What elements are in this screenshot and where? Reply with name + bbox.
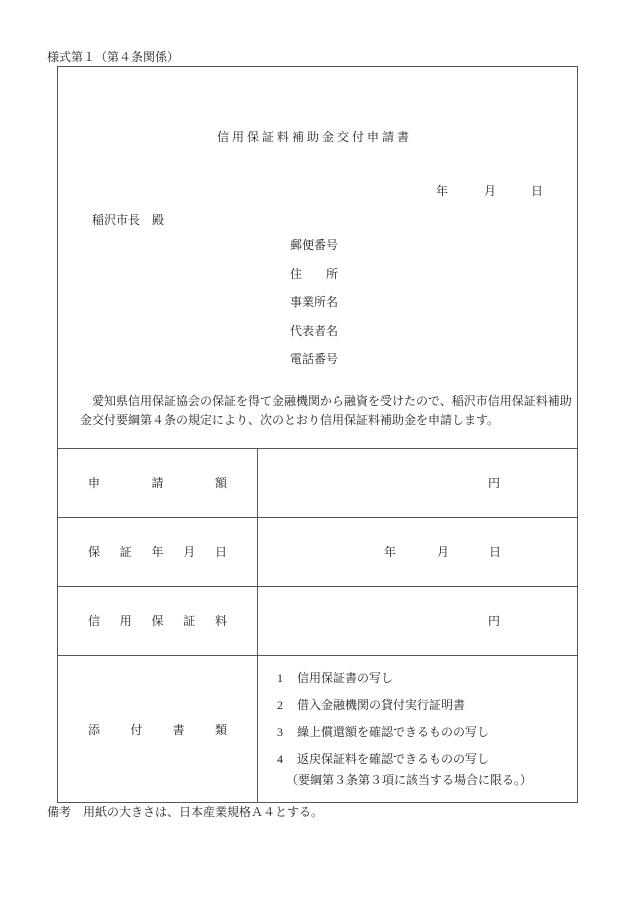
field-representative: 代表者名 xyxy=(290,324,339,338)
attachment-item: 4 返戻保証料を確認できるものの写し xyxy=(277,752,490,766)
guarantee-fee-unit: 円 xyxy=(488,614,501,628)
form-number: 様式第１（第４条関係） xyxy=(47,50,180,64)
attachment-item: 3 繰上償還額を確認できるものの写し xyxy=(277,725,490,739)
date-month: 月 xyxy=(484,184,497,198)
divider xyxy=(57,517,578,518)
body-text-line-2: 金交付要綱第４条の規定により、次のとおり信用保証料補助金を申請します。 xyxy=(80,413,500,427)
date-year: 年 xyxy=(436,184,449,198)
date-day: 日 xyxy=(531,184,544,198)
label-attachments: 添 付 書 類 xyxy=(88,723,227,737)
attachment-item: 1 信用保証書の写し xyxy=(277,671,394,685)
attachment-note: （要綱第３条第３項に該当する場合に限る。） xyxy=(286,773,533,787)
field-business-name: 事業所名 xyxy=(290,295,339,309)
attachment-item: 2 借入金融機関の貸付実行証明書 xyxy=(277,698,466,712)
form-frame xyxy=(57,66,578,803)
column-divider xyxy=(257,448,258,802)
divider xyxy=(57,655,578,656)
footer-note: 備考 用紙の大きさは、日本産業規格Ａ４とする。 xyxy=(47,805,324,819)
label-application-amount: 申 請 額 xyxy=(88,476,227,490)
form-title: 信 用 保 証 料 補 助 金 交 付 申 請 書 xyxy=(216,130,409,144)
divider xyxy=(57,448,578,449)
divider xyxy=(57,586,578,587)
field-postal-code: 郵便番号 xyxy=(290,238,339,252)
application-amount-unit: 円 xyxy=(488,476,501,490)
label-guarantee-fee: 信 用 保 証 料 xyxy=(88,614,227,628)
guarantee-date-year: 年 xyxy=(384,545,397,559)
guarantee-date-month: 月 xyxy=(437,545,450,559)
addressee: 稲沢市長 殿 xyxy=(92,213,165,227)
label-guarantee-date: 保 証 年 月 日 xyxy=(88,545,227,559)
body-text-line-1: 愛知県信用保証協会の保証を得て金融機関から融資を受けたので、稲沢市信用保証料補助 xyxy=(92,394,572,408)
field-address: 住 所 xyxy=(290,267,339,281)
guarantee-date-day: 日 xyxy=(489,545,502,559)
field-phone: 電話番号 xyxy=(290,352,339,366)
